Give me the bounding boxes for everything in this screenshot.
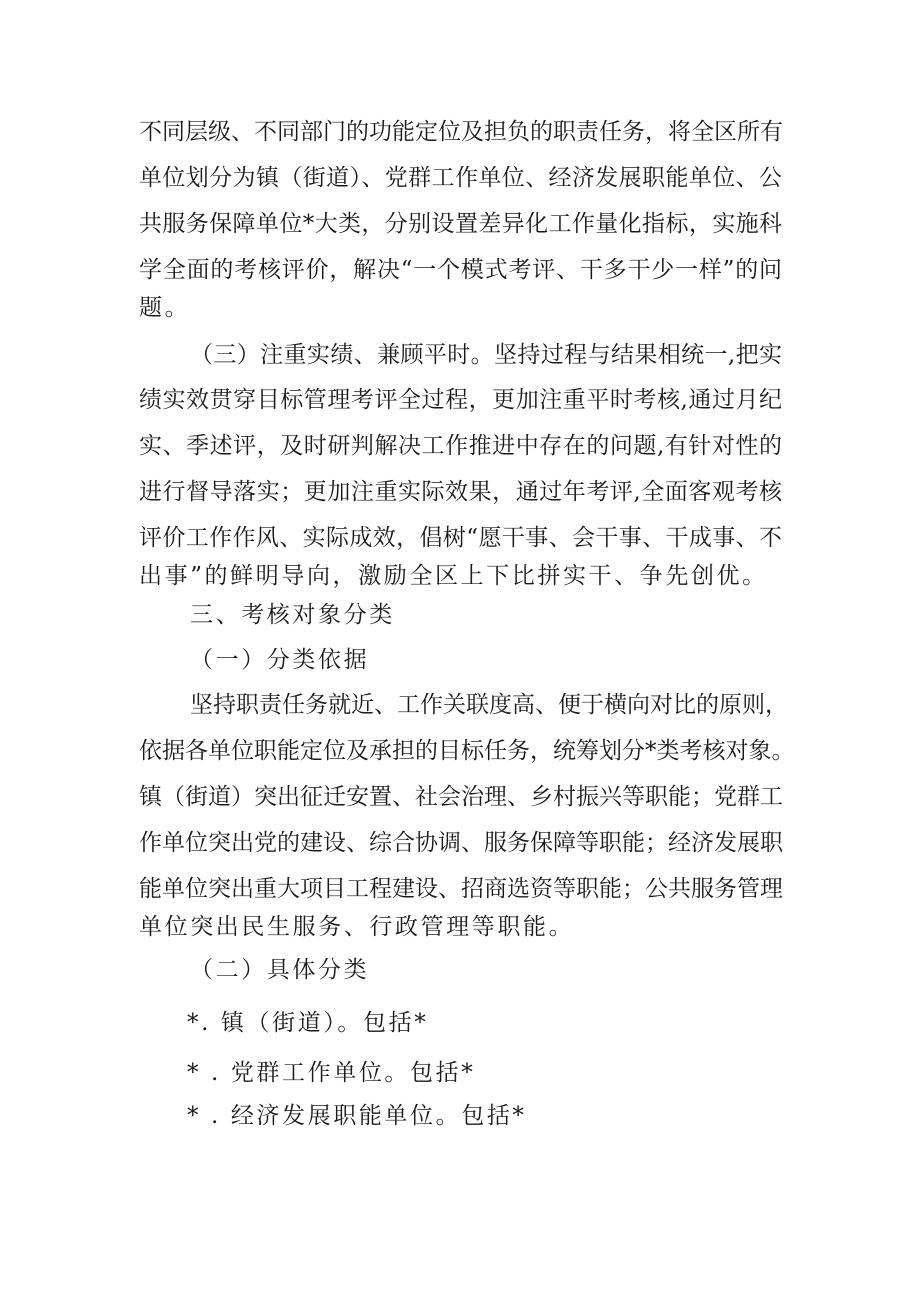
paragraph-line: 共服务保障单位*大类，分别设置差异化工作量化指标，实施科 — [139, 211, 782, 237]
list-item: * . 党群工作单位。包括* — [187, 1060, 476, 1086]
paragraph-line: 实、季述评，及时研判解决工作推进中存在的问题,有针对性的 — [139, 433, 782, 459]
list-item: * . 经济发展职能单位。包括* — [187, 1103, 527, 1129]
subsection-heading: （二）具体分类 — [190, 957, 370, 983]
paragraph-line: 评价工作作风、实际成效，倡树“愿干事、会干事、干成事、不 — [139, 525, 782, 551]
subsection-heading: （一）分类依据 — [190, 647, 370, 673]
paragraph-line: 单位划分为镇（街道）、党群工作单位、经济发展职能单位、公 — [139, 165, 782, 191]
section-heading: 三、考核对象分类 — [190, 602, 395, 628]
list-item: *. 镇（街道）。包括* — [187, 1010, 429, 1036]
paragraph-line: 作单位突出党的建设、综合协调、服务保障等职能；经济发展职 — [139, 830, 783, 856]
paragraph-line: 镇（街道）突出征迁安置、社会治理、乡村振兴等职能；党群工 — [139, 784, 783, 810]
paragraph-line: 题。 — [139, 295, 191, 321]
paragraph-line: 学全面的考核评价，解决“一个模式考评、干多干少一样”的问 — [139, 257, 782, 283]
paragraph-line: 绩实效贯穿目标管理考评全过程，更加注重平时考核,通过月纪 — [139, 387, 782, 413]
paragraph-line: （三）注重实绩、兼顾平时。坚持过程与结果相统一,把实 — [190, 342, 782, 368]
paragraph-line: 依据各单位职能定位及承担的目标任务，统筹划分*类考核对象。 — [139, 738, 795, 764]
paragraph-line: 不同层级、不同部门的功能定位及担负的职责任务，将全区所有 — [139, 119, 783, 145]
paragraph-line: 出事”的鲜明导向，激励全区上下比拼实干、争先创优。 — [139, 563, 768, 589]
paragraph-line: 单位突出民生服务、行政管理等职能。 — [139, 914, 575, 940]
paragraph-line: 进行督导落实；更加注重实际效果，通过年考评,全面客观考核 — [139, 479, 782, 505]
paragraph-line: 坚持职责任务就近、工作关联度高、便于横向对比的原则， — [190, 692, 788, 718]
paragraph-line: 能单位突出重大项目工程建设、招商选资等职能；公共服务管理 — [139, 876, 783, 902]
